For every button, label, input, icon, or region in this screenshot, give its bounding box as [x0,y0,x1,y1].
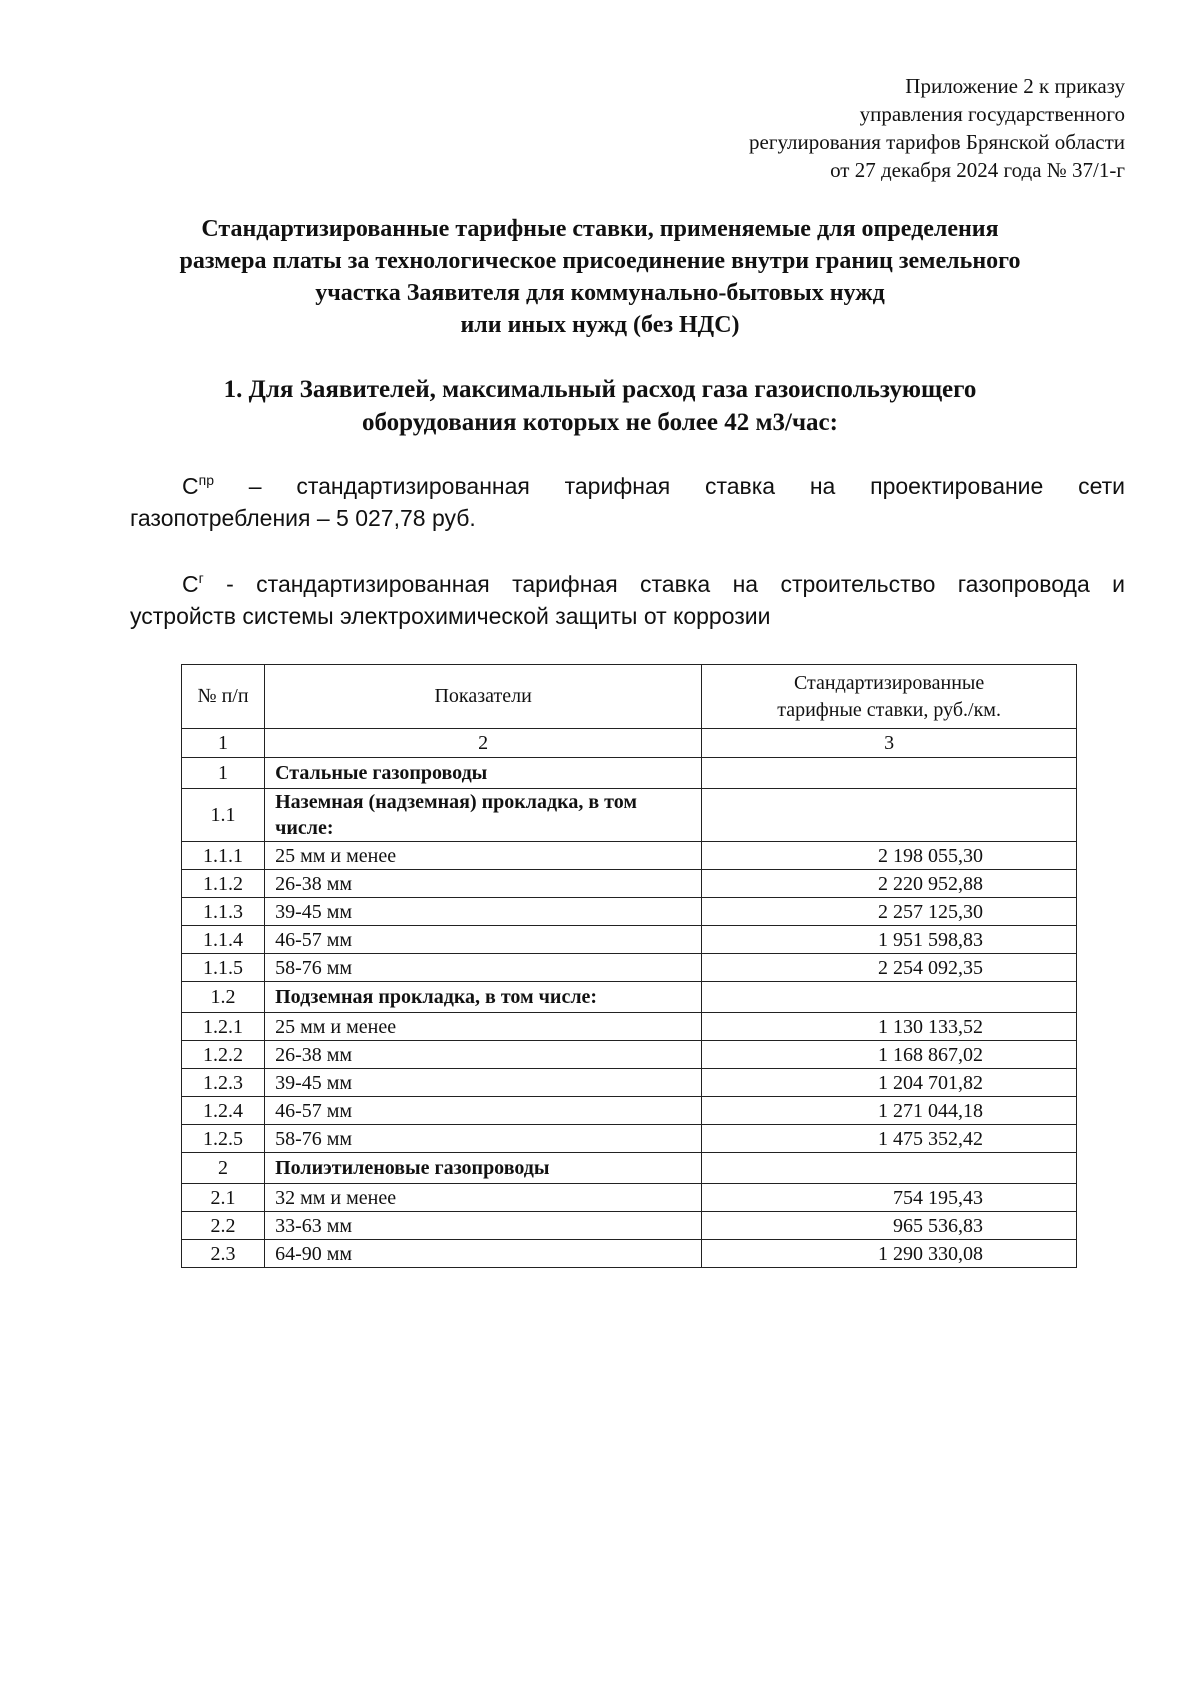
appendix-reference [749,72,1125,184]
header-rate [702,665,1077,729]
table-row [182,1240,1077,1268]
title-line: Стандартизированные тарифные ставки, применяемые для определения [201,216,999,242]
appendix-line: регулирования тарифов Брянской области [749,130,1125,154]
table-row [182,954,1077,982]
row-rate-value: 965 536,83 [702,1212,1077,1240]
column-index: 1 [182,729,265,758]
row-indicator: 58-76 мм [265,954,702,982]
section-heading [100,373,1100,439]
row-rate-value: 2 254 092,35 [702,954,1077,982]
document-title [100,213,1100,341]
row-rate-value: 2 220 952,88 [702,870,1077,898]
row-rate-value: 1 290 330,08 [702,1240,1077,1268]
row-rate-value: 2 257 125,30 [702,898,1077,926]
design-rate-text-continued: газопотребления – 5 027,78 руб. [130,505,476,531]
row-rate-value: 1 168 867,02 [702,1041,1077,1069]
header-indicator: Показатели [265,665,702,729]
table-group-row [182,789,1077,842]
table-row [182,898,1077,926]
row-rate-value [702,789,1077,842]
row-indicator: 33-63 мм [265,1212,702,1240]
row-indicator: 58-76 мм [265,1125,702,1153]
table-row [182,1069,1077,1097]
row-indicator: Наземная (надземная) прокладка, в том числе: [265,789,702,842]
rate-superscript: г [198,570,204,586]
row-number: 1.1 [182,789,265,842]
table-row [182,842,1077,870]
row-rate-value: 1 130 133,52 [702,1013,1077,1041]
row-number: 1.2.4 [182,1097,265,1125]
row-indicator: 46-57 мм [265,1097,702,1125]
row-indicator: 26-38 мм [265,870,702,898]
tariff-rates-table [181,664,1077,1268]
row-number: 1.2.2 [182,1041,265,1069]
row-indicator: 25 мм и менее [265,1013,702,1041]
row-number: 1.2.1 [182,1013,265,1041]
row-number: 1.2 [182,982,265,1013]
row-rate-value: 1 204 701,82 [702,1069,1077,1097]
table-row [182,1097,1077,1125]
row-rate-value [702,1153,1077,1184]
row-indicator: 46-57 мм [265,926,702,954]
row-indicator: 64-90 мм [265,1240,702,1268]
row-number: 2 [182,1153,265,1184]
table-header-row [182,665,1077,729]
row-indicator: Подземная прокладка, в том числе: [265,982,702,1013]
row-number: 1.1.1 [182,842,265,870]
table-row [182,870,1077,898]
row-rate-value: 754 195,43 [702,1184,1077,1212]
design-rate-text: – стандартизированная тарифная ставка на проектирование сети [248,473,1125,499]
column-index-row [182,729,1077,758]
row-number: 1.1.4 [182,926,265,954]
rate-superscript: пр [198,472,214,488]
row-number: 1.2.5 [182,1125,265,1153]
row-indicator: 39-45 мм [265,1069,702,1097]
row-indicator: 26-38 мм [265,1041,702,1069]
header-rate-line: Стандартизированные [793,671,985,694]
row-number: 1.1.3 [182,898,265,926]
column-index: 2 [265,729,702,758]
construction-rate-paragraph [130,568,1125,632]
table-group-row [182,1153,1077,1184]
table-row [182,1041,1077,1069]
table-group-row [182,982,1077,1013]
row-rate-value: 1 951 598,83 [702,926,1077,954]
row-rate-value: 1 271 044,18 [702,1097,1077,1125]
row-number: 2.3 [182,1240,265,1268]
row-indicator: 32 мм и менее [265,1184,702,1212]
row-rate-value [702,982,1077,1013]
table-row [182,1212,1077,1240]
section-heading-line: 1. Для Заявителей, максимальный расход газа газоиспользующего [223,376,977,403]
row-indicator: 39-45 мм [265,898,702,926]
row-rate-value: 2 198 055,30 [702,842,1077,870]
rate-symbol: С [182,473,199,499]
construction-rate-text: - стандартизированная тарифная ставка на строительство газопровода и [226,571,1126,597]
appendix-line: от 27 декабря 2024 года № 37/1-г [830,158,1125,182]
header-num: № п/п [182,665,265,729]
row-number: 1 [182,758,265,789]
table-row [182,1184,1077,1212]
title-line: размера платы за технологическое присоединение внутри границ земельного [179,248,1021,274]
row-indicator: Полиэтиленовые газопроводы [265,1153,702,1184]
row-number: 1.1.5 [182,954,265,982]
appendix-line: управления государственного [859,102,1125,126]
table-row [182,1125,1077,1153]
row-indicator: Стальные газопроводы [265,758,702,789]
table-body [182,729,1077,1268]
title-line: или иных нужд (без НДС) [460,312,740,338]
table-row [182,1013,1077,1041]
table-row [182,926,1077,954]
row-indicator: 25 мм и менее [265,842,702,870]
rate-symbol: С [182,571,199,597]
design-rate-paragraph [130,470,1125,534]
section-heading-line: оборудования которых не более 42 м3/час: [362,409,838,436]
row-number: 1.2.3 [182,1069,265,1097]
header-rate-line: тарифные ставки, руб./км. [777,698,1001,721]
row-rate-value: 1 475 352,42 [702,1125,1077,1153]
row-number: 2.1 [182,1184,265,1212]
title-line: участка Заявителя для коммунально-бытовых нужд [315,280,885,306]
table-group-row [182,758,1077,789]
row-number: 2.2 [182,1212,265,1240]
construction-rate-text-continued: устройств системы электрохимической защиты от коррозии [130,603,771,629]
row-number: 1.1.2 [182,870,265,898]
column-index: 3 [702,729,1077,758]
design-rate-first-line [130,470,1125,502]
row-rate-value [702,758,1077,789]
appendix-line: Приложение 2 к приказу [905,74,1125,98]
construction-rate-first-line [130,568,1125,600]
